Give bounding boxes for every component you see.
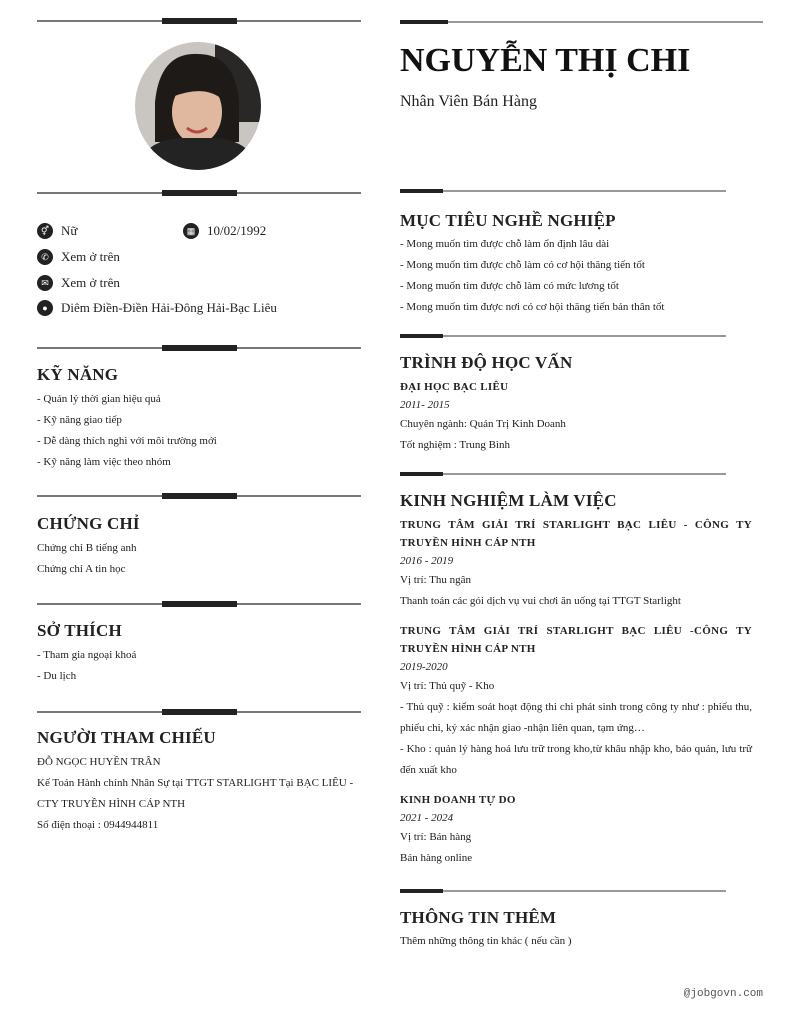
education-section xyxy=(400,353,752,456)
divider xyxy=(37,192,361,194)
phone-value: Xem ở trên xyxy=(61,249,120,264)
job-detail: Thanh toán các gói dịch vụ vui chơi ăn uống tại TTGT Starlight xyxy=(400,595,681,607)
education-major: Chuyên ngành: Quản Trị Kinh Doanh xyxy=(400,418,566,430)
calendar-icon: ▦ xyxy=(183,223,199,239)
email-icon: ✉ xyxy=(37,275,53,291)
section-title: SỞ THÍCH xyxy=(37,621,122,640)
company-name: TRUNG TÂM GIẢI TRÍ STARLIGHT BẠC LIÊU -CÔNG TY TRUYỀN HÌNH CÁP NTH xyxy=(400,625,752,655)
address-value: Diêm Điền-Điền Hải-Đông Hải-Bạc Liêu xyxy=(61,300,277,315)
job-years: 2019-2020 xyxy=(400,661,448,673)
objective-section xyxy=(400,211,752,318)
email-row xyxy=(37,275,120,291)
divider xyxy=(400,190,726,192)
list-item: - Mong muốn tìm được chỗ làm ổn định lâu dài xyxy=(400,238,610,250)
email-value: Xem ở trên xyxy=(61,275,120,290)
divider xyxy=(37,603,361,605)
list-item: - Mong muốn tìm được chỗ làm có cơ hội thăng tiến tốt xyxy=(400,259,645,271)
job-position: Vị trí: Bán hàng xyxy=(400,831,472,843)
location-pin-icon: ● xyxy=(37,300,53,316)
job-entry xyxy=(400,791,752,869)
list-item: - Dễ dàng thích nghi với môi trường mới xyxy=(37,435,217,447)
education-years: 2011- 2015 xyxy=(400,399,450,411)
gender-value: Nữ xyxy=(61,223,78,238)
section-title: KINH NGHIỆM LÀM VIỆC xyxy=(400,491,617,510)
divider xyxy=(37,495,361,497)
list-item: - Mong muốn tìm được nơi có cơ hội thăng tiến bản thân tốt xyxy=(400,301,665,313)
list-item: - Du lịch xyxy=(37,670,77,682)
job-detail: - Kho : quản lý hàng hoá lưu trữ trong kho,từ khâu nhập kho, bảo quản, lưu trữ đến xuất kho xyxy=(400,743,752,776)
avatar xyxy=(135,42,261,170)
list-item: - Quản lý thời gian hiệu quả xyxy=(37,393,161,405)
gender-row xyxy=(37,223,77,239)
experience-section xyxy=(400,491,752,869)
reference-phone: Số điện thoại : 0944944811 xyxy=(37,819,159,831)
list-item: - Kỹ năng làm việc theo nhóm xyxy=(37,456,171,468)
section-title: MỤC TIÊU NGHỀ NGHIỆP xyxy=(400,211,616,230)
hobbies-section xyxy=(37,621,361,687)
certificates-section xyxy=(37,514,361,580)
job-years: 2021 - 2024 xyxy=(400,812,454,824)
job-years: 2016 - 2019 xyxy=(400,555,454,567)
divider xyxy=(37,711,361,713)
job-entry xyxy=(400,622,752,781)
education-grade: Tốt nghiệm : Trung Bình xyxy=(400,439,511,451)
divider xyxy=(37,20,361,22)
dob-row xyxy=(183,223,266,239)
divider xyxy=(400,890,726,892)
phone-row xyxy=(37,249,120,265)
section-title: CHỨNG CHỈ xyxy=(37,514,140,533)
job-detail: Bán hàng online xyxy=(400,852,473,864)
references-section xyxy=(37,728,367,836)
additional-text: Thêm những thông tin khác ( nếu cần ) xyxy=(400,935,572,947)
school-name: ĐẠI HỌC BẠC LIÊU xyxy=(400,381,509,393)
divider xyxy=(400,473,726,475)
list-item: - Tham gia ngoại khoá xyxy=(37,649,137,661)
divider xyxy=(37,347,361,349)
section-title: NGƯỜI THAM CHIẾU xyxy=(37,728,216,747)
job-position: Vị trí: Thu ngân xyxy=(400,574,471,586)
list-item: Chứng chỉ A tin học xyxy=(37,563,126,575)
divider xyxy=(400,21,763,23)
list-item: - Mong muốn tìm được chỗ làm có mức lương tốt xyxy=(400,280,619,292)
company-name: KINH DOANH TỰ DO xyxy=(400,794,516,806)
list-item: - Kỹ năng giao tiếp xyxy=(37,414,122,426)
job-detail: - Thủ quỹ : kiểm soát hoạt động thi chi phát sinh trong công ty như : phiếu thu, phiếu chi, ký xác nhận giao -nhận liên quan, tạm ứng… xyxy=(400,701,752,734)
reference-position: Kế Toán Hành chính Nhân Sự tại TTGT STARLIGHT Tại BẠC LIÊU - CTY TRUYỀN HÌNH CÁP NTH xyxy=(37,777,354,810)
reference-name: ĐỖ NGỌC HUYỀN TRÂN xyxy=(37,756,161,768)
additional-section xyxy=(400,908,752,952)
divider xyxy=(400,335,726,337)
company-name: TRUNG TÂM GIẢI TRÍ STARLIGHT BẠC LIÊU - CÔNG TY TRUYỀN HÌNH CÁP NTH xyxy=(400,519,752,549)
job-entry xyxy=(400,516,752,612)
section-title: THÔNG TIN THÊM xyxy=(400,908,557,927)
phone-icon: ✆ xyxy=(37,249,53,265)
address-row xyxy=(37,300,277,316)
gender-icon: ⚥ xyxy=(37,223,53,239)
dob-value: 10/02/1992 xyxy=(207,223,267,238)
list-item: Chứng chỉ B tiếng anh xyxy=(37,542,137,554)
job-title: Nhân Viên Bán Hàng xyxy=(400,93,537,110)
section-title: KỸ NĂNG xyxy=(37,365,119,384)
skills-section xyxy=(37,365,361,473)
candidate-name: NGUYỄN THỊ CHI xyxy=(400,42,691,79)
section-title: TRÌNH ĐỘ HỌC VẤN xyxy=(400,353,573,372)
job-position: Vị trí: Thủ quỹ - Kho xyxy=(400,680,495,692)
watermark: @jobgovn.com xyxy=(683,988,763,1000)
